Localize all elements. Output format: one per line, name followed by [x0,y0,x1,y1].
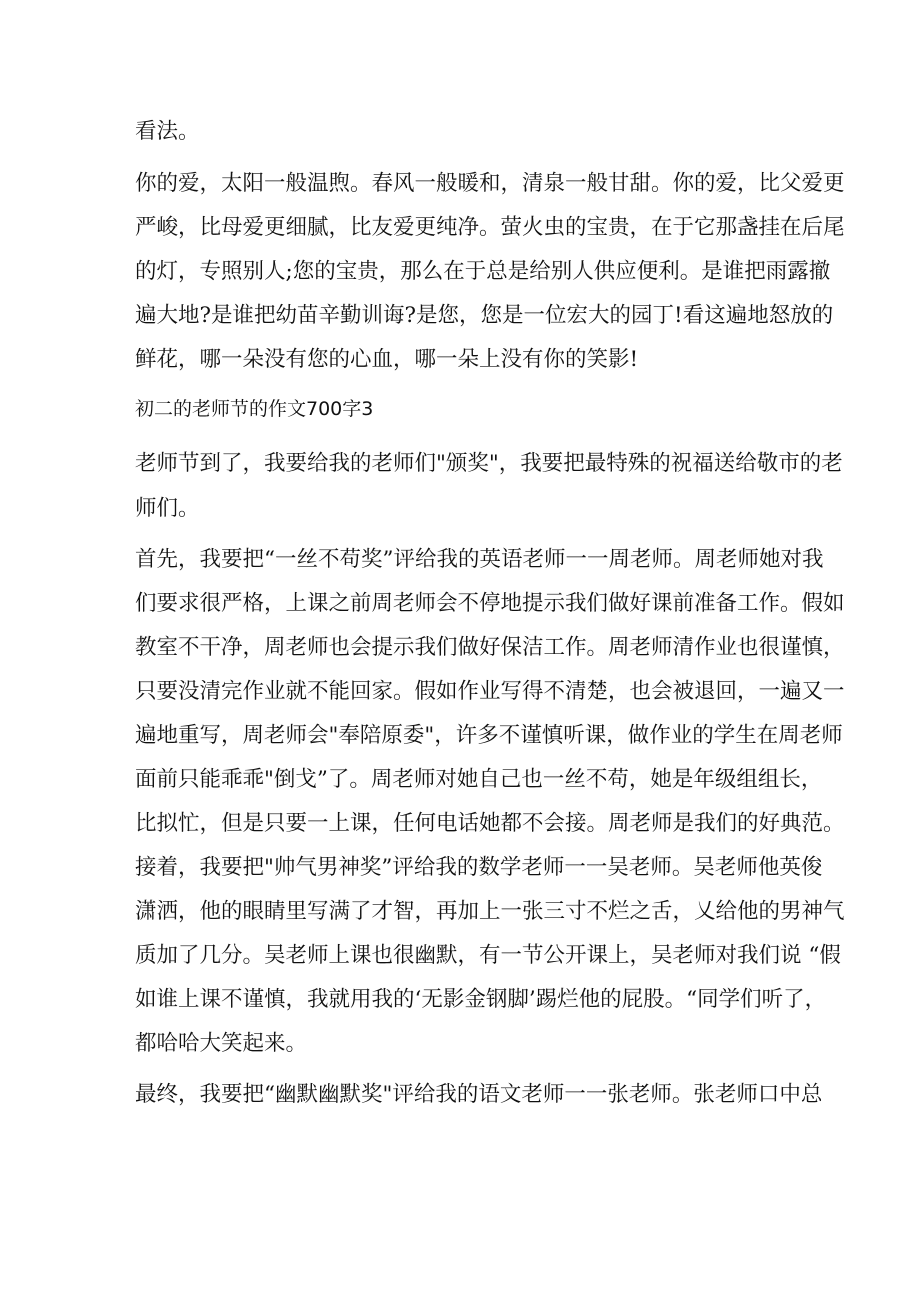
text-line: 老师节到了，我要给我的老师们"颁奖"，我要把最特殊的祝福送给敬市的老 [135,451,843,476]
text-line: 都哈哈大笑起来。 [135,1031,308,1056]
text-line: 面前只能乖乖"倒戈”了。周老师对她自己也一丝不苟，她是年级组组长， [135,767,823,792]
text-line: 遍大地?是谁把幼苗辛勤训诲?是您，您是一位宏大的园丁!看这遍地怒放的 [135,303,834,328]
text-line: 鲜花，哪一朵没有您的心血，哪一朵上没有你的笑影! [135,347,639,372]
text-line: 首先，我要把“一丝不苟奖”评给我的英语老师一一周老师。周老师她对我 [135,547,824,572]
text-line: 潇洒，他的眼睛里写满了才智，再加上一张三寸不烂之舌，乂给他的男神气 [135,899,845,924]
text-line: 遍地重写，周老师会"奉陪原委"，许多不谨慎听课，做作业的学生在周老师 [135,723,843,748]
text-line: 你的爱，太阳一般温煦。春风一般暖和，清泉一般甘甜。你的爱，比父爱更 [135,171,845,196]
text-line: 如谁上课不谨慎，我就用我的‘无影金钢脚’踢烂他的屁股。“同学们听了， [135,987,827,1012]
text-line: 严峻，比母爱更细腻，比友爱更纯净。萤火虫的宝贵，在于它那盏挂在后尾 [135,215,845,240]
text-line: 比拟忙，但是只要一上课，任何电话她都不会接。周老师是我们的好典范。 [135,811,845,836]
text-line: 们要求很严格，上课之前周老师会不停地提示我们做好课前准备工作。假如 [135,591,845,616]
text-line: 只要没清完作业就不能回家。假如作业写得不清楚，也会被退回，一遍又一 [135,679,845,704]
text-line: 最终，我要把“幽默幽默奖"评给我的语文老师一一张老师。张老师口中总 [135,1082,823,1107]
text-line: 看法。 [135,119,200,144]
text-line: 教室不干净，周老师也会提示我们做好保洁工作。周老师清作业也很谨慎， [135,635,845,660]
text-line: 的灯，专照别人;您的宝贵，那么在于总是给别人供应便利。是谁把雨露撤 [135,259,831,284]
text-line: 师们。 [135,496,200,521]
text-line: 质加了几分。吴老师上课也很幽默，有一节公开课上，吴老师对我们说 “假 [135,943,841,968]
text-line: 接着，我要把"帅气男神奖”评给我的数学老师一一吴老师。吴老师他英俊 [135,855,823,880]
section-heading: 初二的老师节的作文700字3 [135,398,374,420]
